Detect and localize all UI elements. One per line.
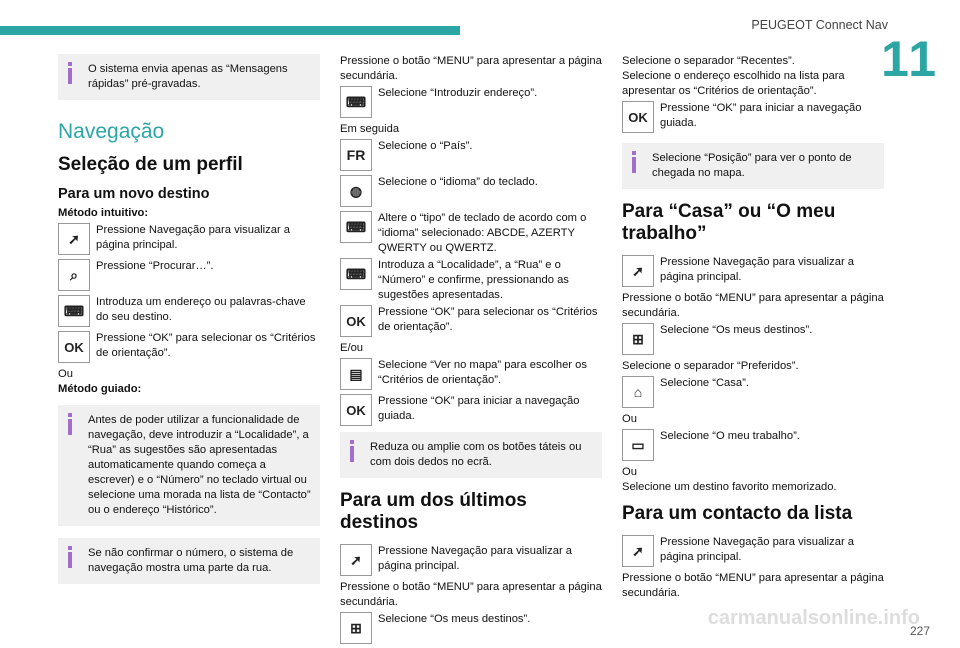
info-note: Antes de poder utilizar a funcionalidade de navegação, deve introduzir a “Localidade”, a “Rua” as sugestões são apresentadas automaticamente quando começa a escrever) e o “Número” no teclado virtual ou selecione uma morada na lista de “Contacto” ou o endereço “Histórico”. [58,405,320,526]
step: ◍ Selecione o “idioma” do teclado. [340,175,602,209]
step: ⌨ Altere o “tipo” de teclado de acordo com o “idioma” selecionado: ABCDE, AZERTY QWERTY ou QWERTZ. [340,211,602,256]
step: ⊞ Selecione “Os meus destinos”. [622,323,884,357]
navigation-arrow-icon: ➚ [622,535,654,567]
info-icon [350,440,354,462]
ok-icon: OK [58,331,90,363]
step: OK Pressione “OK” para iniciar a navegação guiada. [340,394,602,428]
column-2 [340,54,602,648]
or-text: Ou [622,413,637,425]
map-icon: ▤ [340,358,372,390]
or-text: Ou [622,466,637,478]
paragraph: Selecione um destino favorito memorizado. [622,481,837,493]
info-note: O sistema envia apenas as “Mensagens rápidas” pré-gravadas. [58,54,320,100]
step: ⌨ Selecione “Introduzir endereço”. [340,86,602,120]
step: ▤ Selecione “Ver no mapa” para escolher os “Critérios de orientação”. [340,358,602,392]
header-bar [0,26,460,35]
step: ▭ Selecione “O meu trabalho”. [622,429,884,463]
step: OK Pressione “OK” para selecionar os “Critérios de orientação”. [340,305,602,339]
keyboard-icon: ⌨ [58,295,90,327]
info-note: Se não confirmar o número, o sistema de navegação mostra uma parte da rua. [58,538,320,584]
info-icon [68,546,72,568]
paragraph: E/ou [340,342,364,354]
briefcase-icon: ▭ [622,429,654,461]
step: ⌨ Introduza um endereço ou palavras-chave do seu destino. [58,295,320,329]
header-title: PEUGEOT Connect Nav [751,18,888,32]
step: ➚ Pressione Navegação para visualizar a página principal. [340,544,602,578]
step: ⌂ Selecione “Casa”. [622,376,884,410]
country-icon: FR [340,139,372,171]
info-note: Reduza ou amplie com os botões táteis ou com dois dedos no ecrã. [340,432,602,478]
step: OK Pressione “OK” para selecionar os “Critérios de orientação”. [58,331,320,365]
ok-icon: OK [340,305,372,337]
step: OK Pressione “OK” para iniciar a navegação guiada. [622,101,884,135]
watermark: carmanualsonline.info [707,607,920,629]
navigation-arrow-icon: ➚ [622,255,654,287]
column-1 [58,54,320,596]
subsection-title: Para “Casa” ou “O meu trabalho” [622,201,836,244]
info-note: Selecione “Posição” para ver o ponto de chegada no mapa. [622,143,884,189]
section-title: Navegação [58,120,165,143]
step: ➚ Pressione Navegação para visualizar a página principal. [622,255,884,289]
paragraph: Pressione o botão “MENU” para apresentar a página secundária. [622,572,884,599]
info-icon [68,62,72,84]
navigation-arrow-icon: ➚ [340,544,372,576]
info-icon [68,413,72,435]
grid-icon: ⊞ [622,323,654,355]
step: ➚ Pressione Navegação para visualizar a página principal. [58,223,320,257]
page-number: 227 [909,624,930,638]
paragraph: Selecione o separador “Recentes”. [622,55,795,67]
step: ⌨ Introduza a “Localidade”, a “Rua” e o “Número” e confirme, pressionando as sugestões apresentadas. [340,258,602,303]
step: ⌕ Pressione “Procurar…”. [58,259,320,293]
subsection-title: Seleção de um perfil [58,154,243,175]
or-text: Ou [58,368,73,380]
globe-icon: ◍ [340,175,372,207]
paragraph: Em seguida [340,123,400,135]
ok-icon: OK [340,394,372,426]
topic-title: Para um novo destino [58,186,210,202]
paragraph: Pressione o botão “MENU” para apresentar a página secundária. [622,292,884,319]
home-icon: ⌂ [622,376,654,408]
grid-icon: ⊞ [340,612,372,644]
info-icon [632,151,636,173]
column-3 [622,54,884,601]
step: ⊞ Selecione “Os meus destinos”. [340,612,602,646]
method-label: Método intuitivo: [58,207,149,219]
paragraph: Selecione o separador “Preferidos”. [622,360,799,372]
paragraph: Selecione o endereço escolhido na lista para apresentar os “Critérios de orientação”. [622,70,845,97]
step: ➚ Pressione Navegação para visualizar a página principal. [622,535,884,569]
search-icon: ⌕ [58,259,90,291]
paragraph: Pressione o botão “MENU” para apresentar a página secundária. [340,55,602,82]
subsection-title: Para um contacto da lista [622,503,853,524]
chapter-number: 11 [881,31,938,87]
ok-icon: OK [622,101,654,133]
step: FR Selecione o “País”. [340,139,602,173]
subsection-title: Para um dos últimos destinos [340,490,527,533]
keyboard-icon: ⌨ [340,86,372,118]
method-label: Método guiado: [58,383,142,395]
navigation-arrow-icon: ➚ [58,223,90,255]
paragraph: Pressione o botão “MENU” para apresentar a página secundária. [340,581,602,608]
keyboard-icon: ⌨ [340,258,372,290]
keyboard-icon: ⌨ [340,211,372,243]
